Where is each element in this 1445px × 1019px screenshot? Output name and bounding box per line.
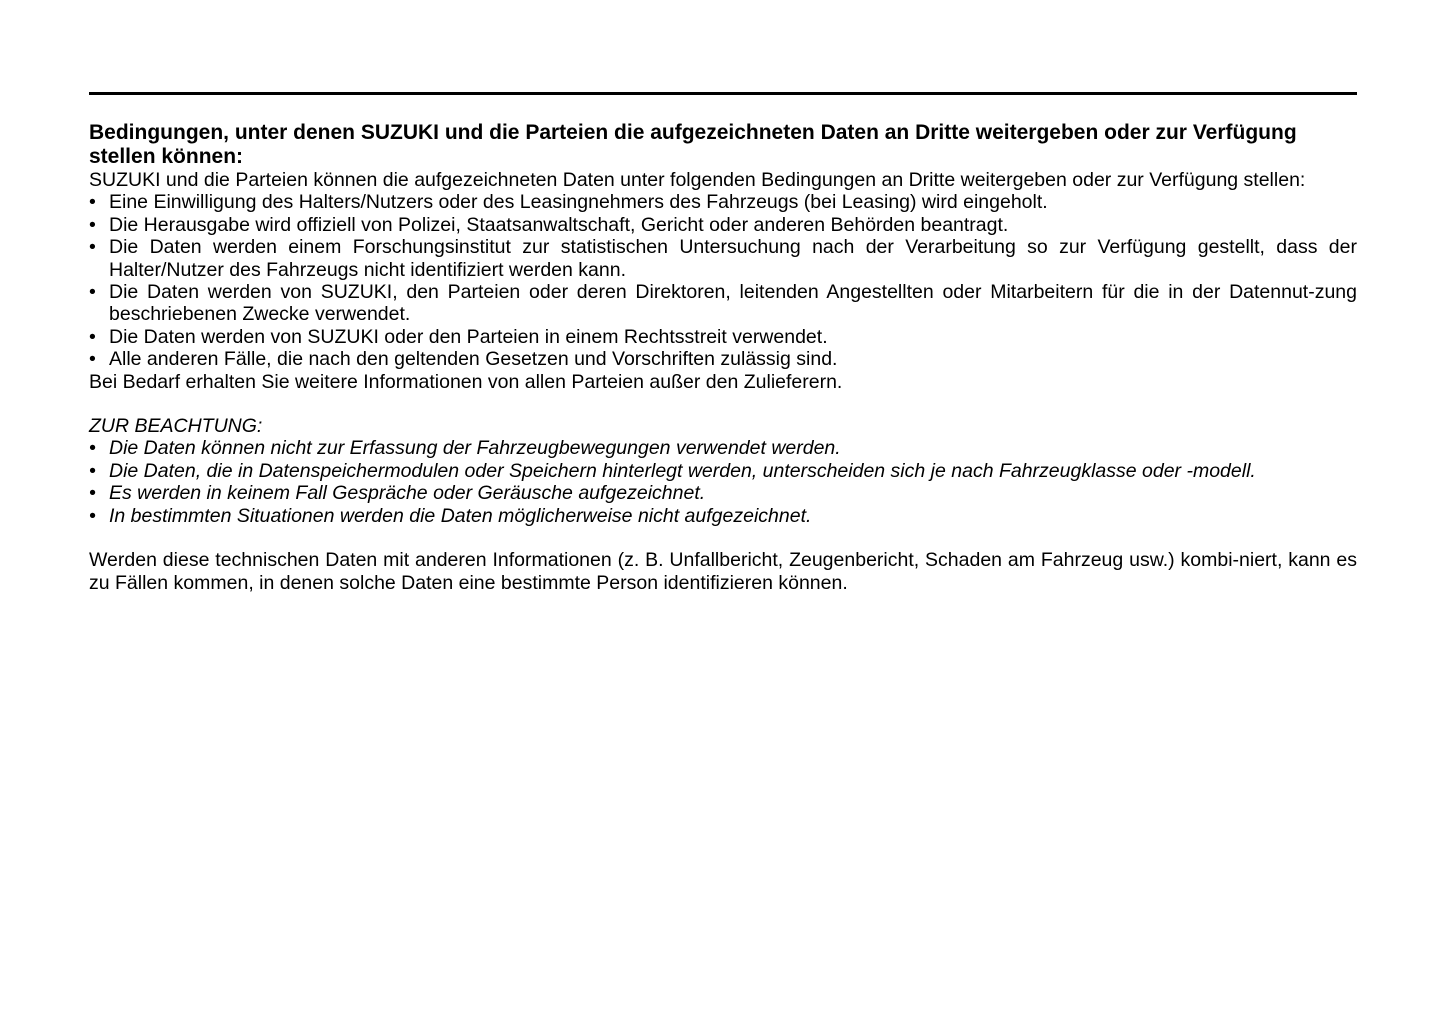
bullet-icon: • <box>89 325 96 348</box>
section-heading: Bedingungen, unter denen SUZUKI und die Parteien die aufgezeichneten Daten an Dritte weitergeben oder zur Verfügung stellen können: <box>89 121 1297 168</box>
note-text: In bestimmten Situationen werden die Daten möglicherweise nicht aufgezeichnet. <box>109 504 812 527</box>
bullet-icon: • <box>89 281 96 304</box>
condition-text: Alle anderen Fälle, die nach den geltenden Gesetzen und Vorschriften zulässig sind. <box>109 348 838 371</box>
section-intro: SUZUKI und die Parteien können die aufgezeichneten Daten unter folgenden Bedingungen an Dritte weitergeben oder zur Verfügung stellen: <box>89 169 1306 191</box>
list-item <box>89 281 1357 326</box>
bullet-icon: • <box>89 348 96 371</box>
list-item <box>89 482 1357 504</box>
list-item <box>89 437 1357 459</box>
note-list <box>89 437 1357 527</box>
condition-text: Eine Einwilligung des Halters/Nutzers oder des Leasingnehmers des Fahrzeugs (bei Leasing) wird eingeholt. <box>109 191 1048 214</box>
condition-text: Die Daten werden von SUZUKI oder den Parteien in einem Rechtsstreit verwendet. <box>109 325 828 348</box>
note-text: Es werden in keinem Fall Gespräche oder Geräusche aufgezeichnet. <box>109 482 706 505</box>
bullet-icon: • <box>89 191 96 214</box>
list-item <box>89 505 1357 527</box>
list-item <box>89 348 1357 370</box>
bullet-icon: • <box>89 482 96 505</box>
bullet-icon: • <box>89 504 96 527</box>
document-page <box>89 92 1357 594</box>
bullet-icon: • <box>89 437 96 460</box>
conditions-list <box>89 191 1357 370</box>
bullet-icon: • <box>89 213 96 236</box>
note-text: Die Daten, die in Datenspeichermodulen oder Speichern hinterlegt werden, unterscheiden sich je nach Fahrzeugklasse oder -modell. <box>109 459 1256 482</box>
list-item <box>89 236 1357 281</box>
info-text: Bei Bedarf erhalten Sie weitere Informationen von allen Parteien außer den Zulieferern. <box>89 370 843 393</box>
closing-paragraph: Werden diese technischen Daten mit anderen Informationen (z. B. Unfallbericht, Zeugenbericht, Schaden am Fahrzeug usw.) kombi-niert, kann es zu Fällen kommen, in denen solche Daten eine bestimmte Person identifizieren können. <box>89 549 1357 594</box>
bullet-icon: • <box>89 459 96 482</box>
condition-text: Die Daten werden von SUZUKI, den Parteien oder deren Direktoren, leitenden Angestellten oder Mitarbeitern für die in der Datennut-zung beschriebenen Zwecke verwendet. <box>109 281 1357 326</box>
bullet-icon: • <box>89 236 96 259</box>
note-title: ZUR BEACHTUNG: <box>89 415 263 438</box>
condition-text: Die Daten werden einem Forschungsinstitut zur statistischen Untersuchung nach der Verarbeitung so zur Verfügung gestellt, dass der Halter/Nutzer des Fahrzeugs nicht identifiziert werden kann. <box>109 236 1357 281</box>
note-text: Die Daten können nicht zur Erfassung der Fahrzeugbewegungen verwendet werden. <box>109 437 841 460</box>
list-item <box>89 191 1357 213</box>
top-divider-rule <box>89 92 1357 95</box>
condition-text: Die Herausgabe wird offiziell von Polizei, Staatsanwaltschaft, Gericht oder anderen Behörden beantragt. <box>109 213 1009 236</box>
list-item <box>89 326 1357 348</box>
list-item <box>89 214 1357 236</box>
list-item <box>89 460 1357 482</box>
